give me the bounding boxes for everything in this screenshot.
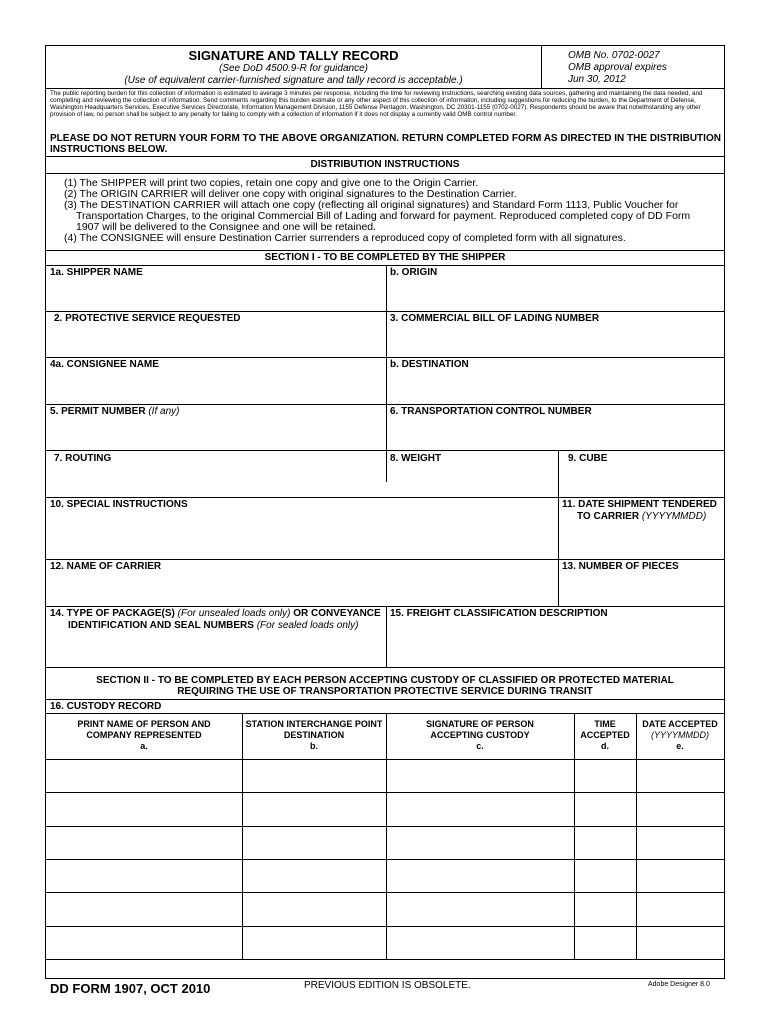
column-header-station-line1: STATION INTERCHANGE POINT — [245, 719, 383, 729]
section2-heading — [46, 675, 724, 697]
column-header-date-line2: (YYYYMMDD) — [651, 730, 709, 740]
custody-time-input[interactable] — [576, 794, 634, 823]
custody-signature-input[interactable] — [388, 928, 572, 957]
custody-date-input[interactable] — [638, 794, 722, 823]
return-notice: PLEASE DO NOT RETURN YOUR FORM TO THE ABOVE ORGANIZATION. RETURN COMPLETED FORM AS DIRECTED IN THE DISTRIBUTION INSTRUCTIONS BELOW. — [50, 133, 721, 155]
column-header-time-line2: ACCEPTED — [580, 730, 630, 740]
rule — [46, 250, 724, 251]
field-4b-label: b. DESTINATION — [390, 359, 469, 370]
burden-statement: The public reporting burden for this collection of information is estimated to average 3 minutes per response, including the time for reviewing instructions, searching existing data sources, gathering and maintaining the data needed, and completing and reviewing the collection of information. Send comments regarding this burden estimate or any other aspect of this collection of information, including suggestions for reducing the burden, to the Department of Defense, Washington Headquarters Services, Executive Services Directorate, Information Management Division, 1155 Defense Pentagon, Washington, DC 20301-1155 (0702-0027). Respondents should be aware that notwithstanding any other provision of law, no person shall be subject to any penalty for failing to comply with a collection of information if it does not display a currently valid OMB control number. — [50, 90, 703, 118]
custody-time-input[interactable] — [576, 894, 634, 923]
field-7-label: 7. ROUTING — [54, 453, 112, 464]
field-14-sealed-note: (For sealed loads only) — [256, 620, 359, 631]
routing-input[interactable] — [48, 466, 384, 494]
custody-name-input[interactable] — [48, 761, 240, 790]
column-header-date — [636, 719, 724, 752]
rule — [46, 88, 724, 89]
column-header-time-letter: d. — [601, 741, 609, 751]
custody-station-input[interactable] — [244, 928, 384, 957]
custody-signature-input[interactable] — [388, 794, 572, 823]
field-11-line2 — [562, 511, 717, 523]
destination-input[interactable] — [388, 373, 722, 401]
field-11-line1: 11. DATE SHIPMENT TENDERED — [562, 499, 717, 510]
shipper-name-input[interactable] — [48, 281, 384, 309]
rule — [46, 699, 724, 700]
section2-heading-line2: REQUIRING THE USE OF TRANSPORTATION PROTECTIVE SERVICE DURING TRANSIT — [177, 686, 593, 697]
form-id: DD FORM 1907, OCT 2010 — [50, 981, 211, 996]
weight-input[interactable] — [388, 466, 556, 494]
rule — [46, 713, 724, 714]
custody-time-input[interactable] — [576, 761, 634, 790]
custody-time-input[interactable] — [576, 861, 634, 890]
custody-station-input[interactable] — [244, 761, 384, 790]
custody-station-input[interactable] — [244, 794, 384, 823]
form-subtitle-guidance: (See DoD 4500.9-R for guidance) — [219, 63, 368, 74]
custody-row-divider — [46, 859, 724, 860]
form-title: SIGNATURE AND TALLY RECORD — [188, 48, 399, 63]
bill-of-lading-input[interactable] — [388, 327, 722, 355]
field-14-or: OR CONVEYANCE — [293, 608, 381, 619]
previous-edition-note: PREVIOUS EDITION IS OBSOLETE. — [304, 980, 471, 991]
field-14-type: 14. TYPE OF PACKAGE(S) — [50, 608, 175, 619]
field-14-line2 — [50, 620, 384, 632]
custody-name-input[interactable] — [48, 794, 240, 823]
field-14-line1 — [50, 608, 384, 620]
rule — [46, 173, 724, 174]
column-header-time — [574, 719, 636, 752]
omb-number: OMB No. 0702-0027 — [568, 50, 660, 61]
transportation-control-input[interactable] — [388, 420, 722, 448]
distribution-item-1: (1) The SHIPPER will print two copies, retain one copy and give one to the Origin Carrier. — [64, 177, 479, 189]
column-header-name-line2: COMPANY REPRESENTED — [86, 730, 202, 740]
custody-row-divider — [46, 792, 724, 793]
protective-service-input[interactable] — [48, 327, 384, 355]
rule — [46, 156, 724, 157]
form-page — [45, 45, 725, 979]
field-14-unsealed-note: (For unsealed loads only) — [177, 608, 291, 619]
custody-signature-input[interactable] — [388, 894, 572, 923]
column-header-station-letter: b. — [310, 741, 318, 751]
field-6-label: 6. TRANSPORTATION CONTROL NUMBER — [390, 406, 592, 417]
column-header-signature-line1: SIGNATURE OF PERSON — [426, 719, 534, 729]
rule — [46, 497, 724, 498]
field-5-label — [50, 406, 179, 417]
field-11-format: (YYYYMMDD) — [641, 511, 707, 522]
custody-date-input[interactable] — [638, 928, 722, 957]
omb-expiry-date: Jun 30, 2012 — [568, 74, 626, 85]
custody-row-divider — [46, 892, 724, 893]
custody-name-input[interactable] — [48, 894, 240, 923]
field-3-label: 3. COMMERCIAL BILL OF LADING NUMBER — [390, 313, 600, 324]
permit-number-input[interactable] — [48, 420, 384, 448]
date-tendered-input[interactable] — [560, 527, 722, 557]
package-type-input[interactable] — [48, 636, 384, 665]
field-16-label: 16. CUSTODY RECORD — [50, 701, 162, 712]
section2-heading-line1: SECTION II - TO BE COMPLETED BY EACH PERSON ACCEPTING CUSTODY OF CLASSIFIED OR PROTECTED MATERIAL — [96, 675, 674, 686]
field-1a-label: 1a. SHIPPER NAME — [50, 267, 143, 278]
column-header-name — [46, 719, 242, 752]
column-header-signature-line2: ACCEPTING CUSTODY — [430, 730, 530, 740]
custody-name-input[interactable] — [48, 928, 240, 957]
field-10-label: 10. SPECIAL INSTRUCTIONS — [50, 499, 188, 510]
custody-date-input[interactable] — [638, 861, 722, 890]
custody-date-input[interactable] — [638, 761, 722, 790]
rule — [46, 357, 724, 358]
custody-name-input[interactable] — [48, 828, 240, 857]
field-9-label: 9. CUBE — [568, 453, 608, 464]
field-13-label: 13. NUMBER OF PIECES — [562, 561, 679, 572]
custody-time-input[interactable] — [576, 828, 634, 857]
column-header-name-letter: a. — [140, 741, 148, 751]
freight-classification-input[interactable] — [388, 624, 722, 665]
cube-input[interactable] — [560, 466, 722, 494]
header-divider — [541, 46, 542, 88]
distribution-heading: DISTRIBUTION INSTRUCTIONS — [310, 159, 460, 170]
custody-date-input[interactable] — [638, 828, 722, 857]
custody-signature-input[interactable] — [388, 861, 572, 890]
field-1b-label: b. ORIGIN — [390, 267, 438, 278]
column-header-station — [242, 719, 386, 752]
field-4a-label: 4a. CONSIGNEE NAME — [50, 359, 159, 370]
rule — [558, 450, 559, 497]
rule — [46, 959, 724, 960]
rule — [46, 265, 724, 266]
distribution-item-3: (3) The DESTINATION CARRIER will attach one copy (reflecting all original signatures) and Standard Form 1113, Public Voucher for Transportation Charges, to the original Commercial Bill of Lading and forward for payment. Reproduced completed copy of DD Form 1907 will be delivered to the Consignee and one will be retained. — [64, 199, 691, 233]
rule — [46, 311, 724, 312]
column-header-signature — [386, 719, 574, 752]
origin-input[interactable] — [388, 281, 722, 309]
software-note: Adobe Designer 8.0 — [648, 981, 710, 988]
field-11-label — [562, 499, 717, 523]
rule — [558, 497, 559, 606]
distribution-list — [64, 178, 714, 244]
custody-signature-input[interactable] — [388, 761, 572, 790]
column-header-date-letter: e. — [676, 741, 684, 751]
number-of-pieces-input[interactable] — [560, 575, 722, 604]
field-11-to-carrier: TO CARRIER — [577, 511, 640, 522]
rule — [46, 450, 724, 451]
form-subtitle-equivalent: (Use of equivalent carrier-furnished signature and tally record is acceptable.) — [124, 75, 463, 86]
column-header-time-line1: TIME — [594, 719, 616, 729]
field-8-label: 8. WEIGHT — [390, 453, 442, 464]
field-14-identification: IDENTIFICATION AND SEAL NUMBERS — [68, 620, 254, 631]
rule — [386, 606, 387, 667]
custody-station-input[interactable] — [244, 894, 384, 923]
custody-station-input[interactable] — [244, 861, 384, 890]
field-2-label: 2. PROTECTIVE SERVICE REQUESTED — [54, 313, 241, 324]
rule — [46, 606, 724, 607]
distribution-item-2: (2) The ORIGIN CARRIER will deliver one copy with original signatures to the Destination Carrier. — [64, 188, 517, 200]
omb-expires-label: OMB approval expires — [568, 62, 667, 73]
column-header-signature-letter: c. — [476, 741, 484, 751]
custody-row-divider — [46, 759, 724, 760]
field-15-label: 15. FREIGHT CLASSIFICATION DESCRIPTION — [390, 608, 608, 619]
custody-name-input[interactable] — [48, 861, 240, 890]
distribution-item-4: (4) The CONSIGNEE will ensure Destination Carrier surrenders a reproduced copy of completed form with all signatures. — [64, 232, 626, 244]
column-header-name-line1: PRINT NAME OF PERSON AND — [77, 719, 211, 729]
section1-heading: SECTION I - TO BE COMPLETED BY THE SHIPPER — [264, 252, 506, 263]
column-header-station-line2: DESTINATION — [283, 730, 345, 740]
custody-date-input[interactable] — [638, 894, 722, 923]
column-header-date-line1: DATE ACCEPTED — [642, 719, 718, 729]
custody-signature-input[interactable] — [388, 828, 572, 857]
custody-row-divider — [46, 826, 724, 827]
special-instructions-input[interactable] — [48, 513, 556, 557]
custody-station-input[interactable] — [244, 828, 384, 857]
rule — [46, 559, 724, 560]
consignee-name-input[interactable] — [48, 373, 384, 401]
field-12-label: 12. NAME OF CARRIER — [50, 561, 162, 572]
field-5-note: (If any) — [148, 406, 180, 417]
custody-time-input[interactable] — [576, 928, 634, 957]
carrier-name-input[interactable] — [48, 575, 556, 604]
rule — [46, 404, 724, 405]
rule — [46, 667, 724, 668]
custody-row-divider — [46, 926, 724, 927]
field-14-label — [50, 608, 384, 632]
field-5-text: 5. PERMIT NUMBER — [50, 406, 146, 417]
